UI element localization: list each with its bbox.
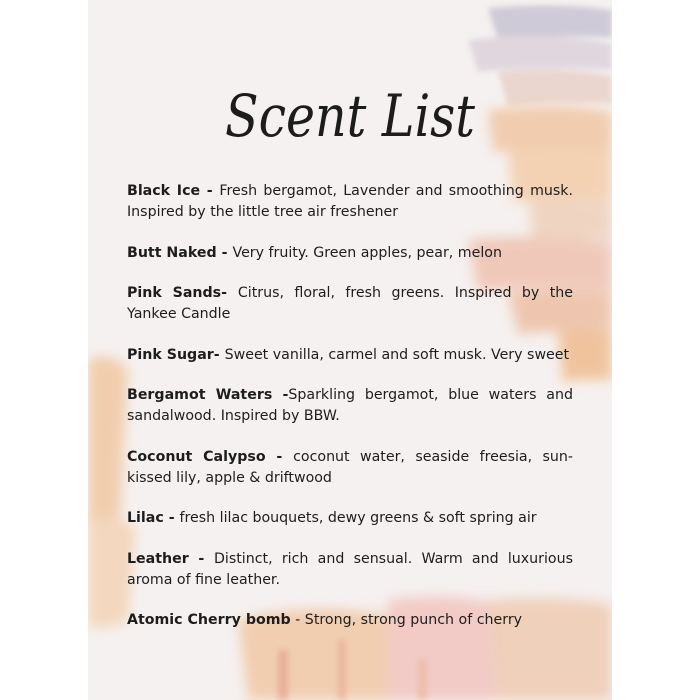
scent-description: fresh lilac bouquets, dewy greens & soft spring air — [179, 510, 537, 526]
scent-description: Sparkling bergamot, blue waters and sandalwood. Inspired by BBW. — [127, 387, 573, 424]
scent-description: Very fruity. Green apples, pear, melon — [232, 244, 502, 261]
scent-entry — [127, 243, 573, 264]
scent-name: Coconut Calypso - — [127, 448, 294, 465]
scent-name: Pink Sands- — [127, 285, 238, 301]
scent-entry — [127, 385, 573, 427]
scent-entry — [127, 283, 573, 325]
scent-entry — [127, 610, 573, 631]
scent-name: Leather - — [127, 550, 214, 567]
scent-entry — [127, 345, 573, 366]
scent-list-title — [88, 48, 612, 178]
title-text: Scent List — [225, 82, 476, 150]
scent-entry — [127, 447, 573, 489]
scent-name: Black Ice - — [127, 183, 220, 199]
scent-description: Fresh bergamot, Lavender and smoothing musk. Inspired by the little tree air freshener — [127, 183, 573, 220]
scent-name: Atomic Cherry bomb — [127, 612, 291, 628]
scent-entries — [127, 181, 573, 651]
scent-list-card — [88, 0, 612, 700]
scent-name: Bergamot Waters - — [127, 387, 289, 403]
scent-description: Citrus, floral, fresh greens. Inspired by the Yankee Candle — [127, 285, 573, 322]
scent-description: - Strong, strong punch of cherry — [290, 612, 523, 628]
scent-name: Butt Naked - — [127, 244, 233, 261]
scent-description: coconut water, seaside freesia, sun-kissed lily, apple & driftwood — [127, 448, 574, 486]
scent-description: Distinct, rich and sensual. Warm and luxurious aroma of fine leather. — [127, 550, 573, 588]
scent-entry — [127, 508, 573, 529]
scent-name: Pink Sugar- — [127, 346, 225, 363]
scent-name: Lilac - — [127, 510, 180, 526]
scent-description: Sweet vanilla, carmel and soft musk. Very sweet — [224, 346, 570, 363]
scent-entry — [127, 181, 573, 223]
scent-entry — [127, 549, 573, 591]
